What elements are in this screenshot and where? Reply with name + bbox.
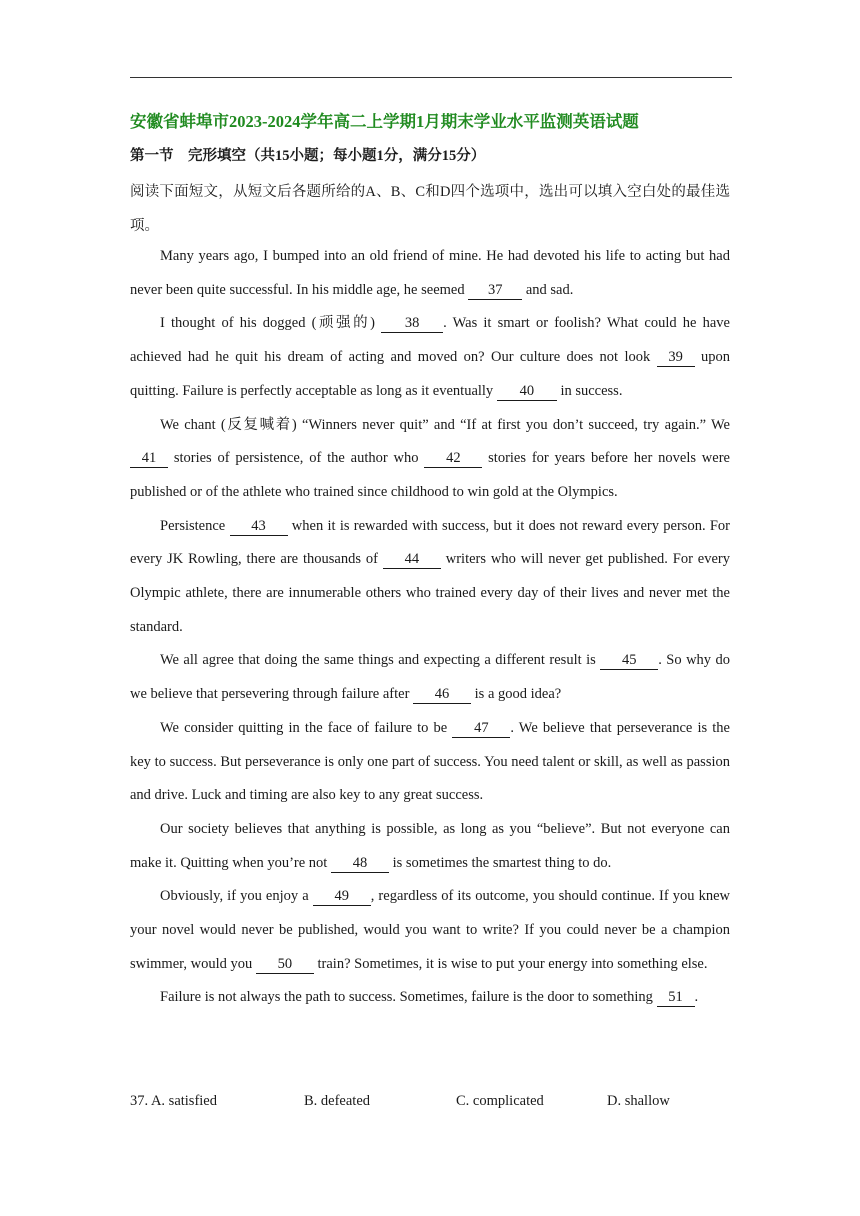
- blank-42[interactable]: 42: [424, 449, 482, 468]
- paragraph-6: We consider quitting in the face of failure to be 47 . We believe that perseverance is the key to success. But perseverance is only one part of success. You need talent or skill, as well as passion and drive. Luck and timing are also key to any great success.: [130, 719, 730, 804]
- blank-37[interactable]: 37: [468, 281, 522, 300]
- document-title: 安徽省蚌埠市2023-2024学年高二上学期1月期末学业水平监测英语试题: [130, 112, 639, 131]
- blank-38[interactable]: 38: [381, 314, 443, 333]
- option-d[interactable]: D. shallow: [607, 1093, 670, 1109]
- option-a[interactable]: 37. A. satisfied: [130, 1093, 217, 1109]
- blank-43[interactable]: 43: [230, 517, 288, 536]
- passage: [130, 240, 730, 1015]
- blank-41[interactable]: 41: [130, 449, 168, 468]
- question-37-options: [130, 1089, 730, 1113]
- blank-40[interactable]: 40: [497, 382, 557, 401]
- header-rule: [130, 77, 732, 78]
- blank-48[interactable]: 48: [331, 854, 389, 873]
- blank-45[interactable]: 45: [600, 651, 658, 670]
- blank-39[interactable]: 39: [657, 348, 695, 367]
- instructions: 阅读下面短文，从短文后各题所给的A、B、C和D四个选项中，选出可以填入空白处的最佳选项。: [130, 184, 730, 234]
- option-b[interactable]: B. defeated: [304, 1093, 371, 1109]
- blank-46[interactable]: 46: [413, 685, 471, 704]
- option-c[interactable]: C. complicated: [456, 1093, 544, 1109]
- paragraph-7: Our society believes that anything is possible, as long as you “believe”. But not everyone can make it. Quitting when you’re not 48 is sometimes the smartest thing to do.: [130, 820, 730, 871]
- paragraph-5: We all agree that doing the same things and expecting a different result is 45 . So why do we believe that persevering through failure after 46 is a good idea?: [130, 652, 730, 703]
- paragraph-4: Persistence 43 when it is rewarded with success, but it does not reward every person. For every JK Rowling, there are thousands of 44 writers who will never get published. For every Olympic athlete, there are innumerable others who trained every day of their lives and never met the standard.: [130, 517, 731, 635]
- paragraph-9: Failure is not always the path to success. Sometimes, failure is the door to something 51 .: [160, 989, 699, 1006]
- paragraph-1: Many years ago, I bumped into an old friend of mine. He had devoted his life to acting but had never been quite successful. In his middle age, he seemed 37 and sad.: [130, 248, 730, 298]
- blank-47[interactable]: 47: [452, 719, 510, 738]
- paragraph-3: We chant (反复喊着) “Winners never quit” and “If at first you don’t succeed, try again.” We 41 stories of persistence, of the author who 42 stories for years before her novels were published or of the athlete who trained since childhood to win gold at the Olympics.: [130, 416, 730, 500]
- section-heading: 第一节 完形填空（共15小题；每小题1分，满分15分）: [130, 148, 486, 164]
- paragraph-8: Obviously, if you enjoy a 49 , regardless of its outcome, you should continue. If you knew your novel would never be published, would you want to write? If you could never be a champion swimmer, would you 50 train? Sometimes, it is wise to put your energy into something else.: [130, 888, 730, 972]
- paragraph-2: I thought of his dogged (顽强的) 38 . Was it smart or foolish? What could he have achieved had he quit his dream of acting and moved on? Our culture does not look 39 upon quitting. Failure is perfectly acceptable as long as it eventually 40 in success.: [130, 315, 730, 399]
- blank-51[interactable]: 51: [657, 988, 695, 1007]
- blank-49[interactable]: 49: [313, 887, 371, 906]
- blank-44[interactable]: 44: [383, 550, 441, 569]
- blank-50[interactable]: 50: [256, 955, 314, 974]
